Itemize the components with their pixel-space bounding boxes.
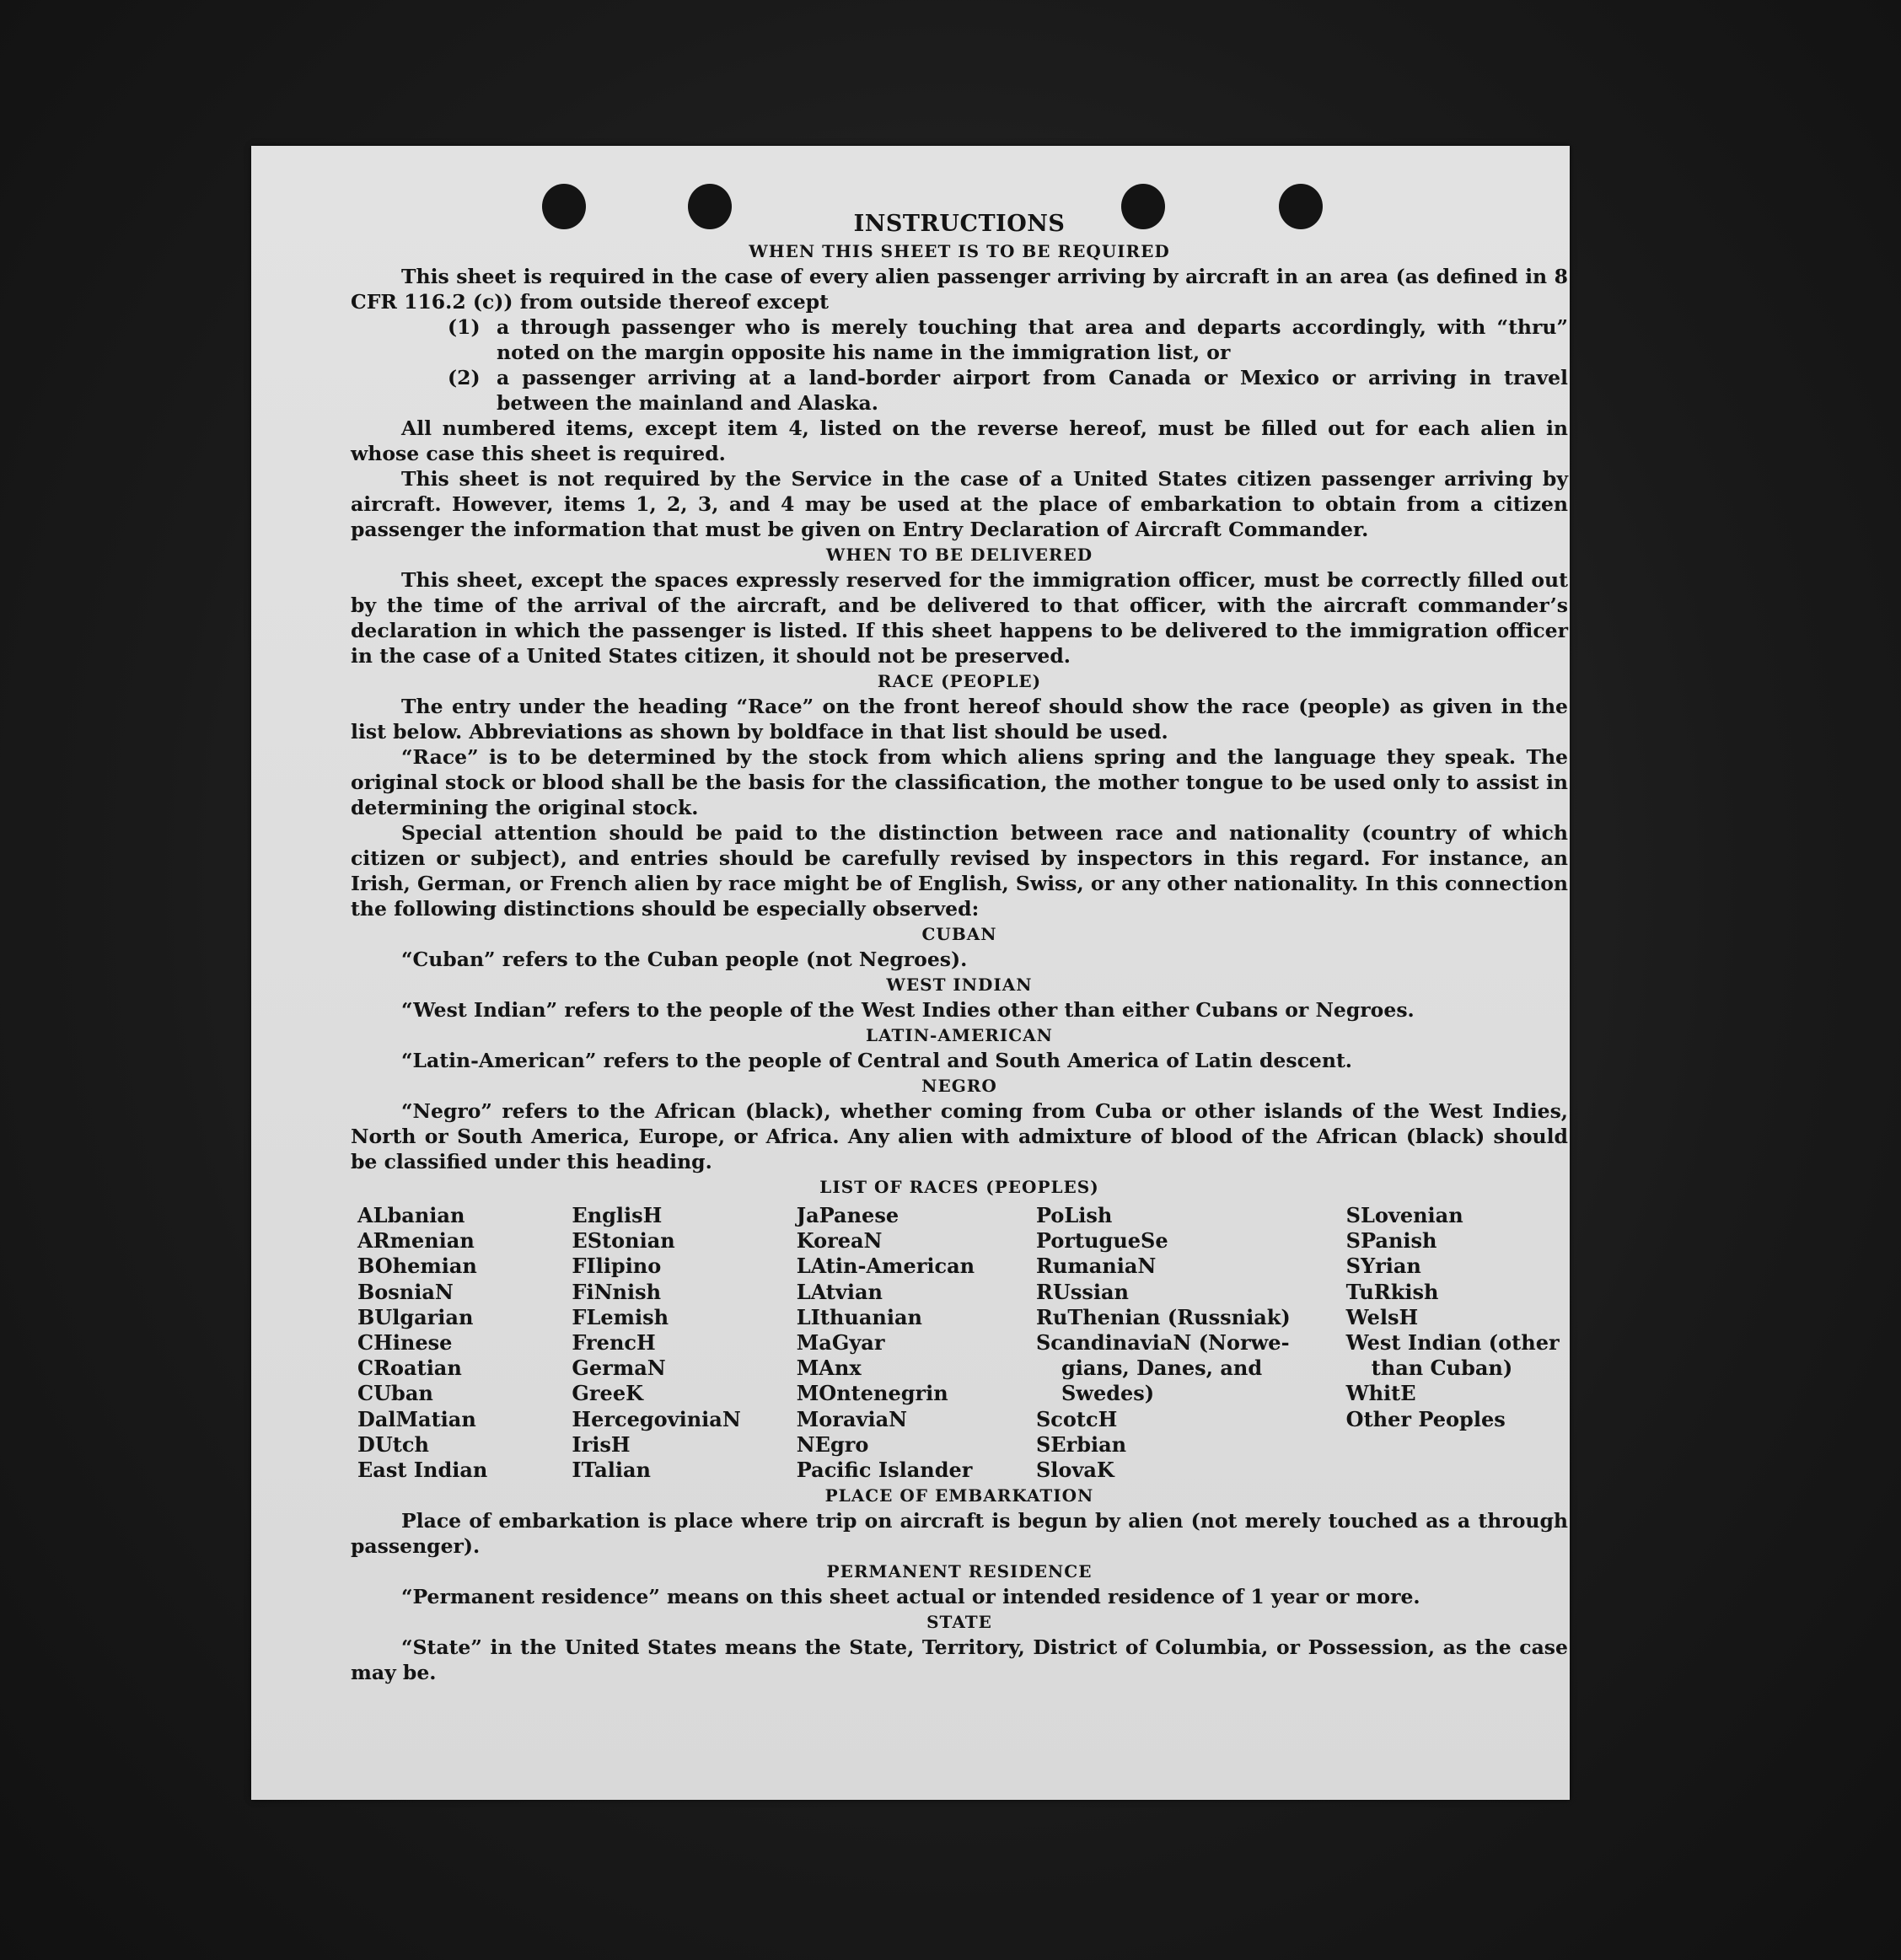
section-heading: LATIN-AMERICAN: [866, 1025, 1053, 1045]
race-entry: GreeK: [572, 1381, 643, 1406]
paragraph: This sheet is not required by the Service in the case of a United States citizen passenger arriving by aircraft. However, items 1, 2, 3, and 4 may be used at the place of embarkation to obtain from a citizen passenger the information that must be given on Entry Declaration of Aircraft Commander.: [351, 467, 1568, 541]
section-heading: STATE: [926, 1612, 992, 1633]
race-entry: BOhemian: [357, 1254, 477, 1279]
race-entry: Other Peoples: [1345, 1406, 1506, 1431]
race-entry: KoreaN: [796, 1228, 883, 1254]
race-entry: RUssian: [1035, 1279, 1129, 1304]
paragraph: All numbered items, except item 4, listed on the reverse hereof, must be filled out for each alien in whose case this sheet is required.: [351, 416, 1568, 465]
race-entry: FiNnish: [572, 1279, 662, 1304]
paragraph: “Latin-American” refers to the people of Central and South America of Latin descent.: [401, 1049, 1352, 1072]
race-entry: WelsH: [1345, 1304, 1419, 1329]
race-entry: NEgro: [796, 1431, 869, 1457]
race-entry: West Indian (other: [1345, 1330, 1560, 1356]
paragraph: “Negro” refers to the African (black), whether coming from Cuba or other islands of the West Indies, North or South America, Europe, or Africa. Any alien with admixture of blood of the African (black) should be classified under this heading.: [351, 1099, 1568, 1173]
section-heading: WHEN TO BE DELIVERED: [825, 545, 1093, 565]
race-entry: IrisH: [572, 1431, 631, 1457]
races-column-4: [1036, 1203, 1346, 1483]
race-entry: SPanish: [1345, 1228, 1437, 1254]
race-entry: PoLish: [1035, 1203, 1113, 1227]
race-entry: SYrian: [1345, 1254, 1421, 1279]
race-entry: LIthuanian: [796, 1304, 922, 1329]
race-entry: ARmenian: [357, 1228, 475, 1254]
race-entry: DUtch: [357, 1431, 429, 1457]
race-entry: SLovenian: [1345, 1203, 1463, 1227]
item-text: a passenger arriving at a land-border airport from Canada or Mexico or arriving in travel between the mainland and Alaska.: [497, 366, 1568, 415]
race-entry: ITalian: [572, 1458, 651, 1483]
instruction-sheet: [251, 146, 1570, 1800]
section-heading: CUBAN: [921, 924, 997, 944]
race-entry: MAnx: [796, 1356, 862, 1381]
race-entry: TuRkish: [1345, 1279, 1439, 1304]
race-entry: JaPanese: [796, 1203, 899, 1227]
section-heading: WEST INDIAN: [886, 975, 1033, 995]
race-entry: MOntenegrin: [796, 1381, 948, 1406]
races-column-5: [1346, 1203, 1568, 1483]
race-entry: LAtin-American: [796, 1254, 975, 1279]
section-heading: RACE (PEOPLE): [877, 671, 1042, 691]
race-entry: BUlgarian: [357, 1304, 474, 1329]
race-entry: FrencH: [572, 1330, 656, 1356]
race-entry: SErbian: [1035, 1431, 1127, 1457]
race-entry: LAtvian: [796, 1279, 883, 1304]
race-entry: MaGyar: [796, 1330, 885, 1356]
paragraph: Special attention should be paid to the distinction between race and nationality (country of which citizen or subject), and entries should be carefully revised by inspectors in this regard. For instance, an Irish, German, or French alien by race might be of English, Swiss, or any other nationality. In this connection the following distinctions should be especially observed:: [351, 821, 1568, 921]
paragraph: “Permanent residence” means on this sheet actual or intended residence of 1 year or more.: [401, 1585, 1420, 1609]
paragraph: “West Indian” refers to the people of the West Indies other than either Cubans or Negroes.: [401, 998, 1415, 1022]
race-entry: RumaniaN: [1035, 1254, 1157, 1279]
race-entry: gians, Danes, and: [1061, 1356, 1263, 1381]
section-heading: PLACE OF EMBARKATION: [824, 1485, 1094, 1506]
item-number: (2): [448, 366, 481, 389]
race-entry: CRoatian: [357, 1356, 462, 1381]
race-entry: ScotcH: [1035, 1406, 1118, 1431]
race-entry: FLemish: [572, 1304, 669, 1329]
race-entry: ALbanian: [357, 1203, 465, 1227]
sheet-content: [351, 210, 1568, 1685]
race-entry: DalMatian: [357, 1406, 476, 1431]
race-entry: EnglisH: [572, 1203, 663, 1227]
race-entry: FIlipino: [572, 1254, 662, 1279]
race-entry: Pacific Islander: [796, 1458, 973, 1483]
race-entry: than Cuban): [1371, 1356, 1513, 1381]
race-entry: RuThenian (Russniak): [1035, 1304, 1291, 1329]
paragraph: This sheet is required in the case of every alien passenger arriving by aircraft in an area (as defined in 8 CFR 116.2 (c)) from outside thereof except: [351, 265, 1568, 314]
races-column-2: [572, 1203, 796, 1483]
race-entry: CUban: [357, 1381, 433, 1406]
race-entry: MoraviaN: [796, 1406, 908, 1431]
paragraph: The entry under the heading “Race” on the front hereof should show the race (people) as given in the list below. Abbreviations as shown by boldface in that list should be used.: [351, 695, 1568, 744]
item-number: (1): [448, 315, 481, 339]
section-heading: LIST OF RACES (PEOPLES): [819, 1177, 1099, 1197]
race-entry: WhitE: [1345, 1381, 1416, 1406]
paragraph: “State” in the United States means the State, Territory, District of Columbia, or Possession, as the case may be.: [351, 1635, 1568, 1685]
paragraph: This sheet, except the spaces expressly reserved for the immigration officer, must be correctly filled out by the time of the arrival of the aircraft, and be delivered to that officer, with the aircraft commander’s declaration in which the passenger is listed. If this sheet happens to be delivered to the immigration officer in the case of a United States citizen, it should not be preserved.: [351, 568, 1568, 668]
race-entry: East Indian: [357, 1458, 488, 1483]
race-entry: Swedes): [1061, 1381, 1155, 1406]
race-entry: GermaN: [572, 1356, 666, 1381]
races-column-3: [797, 1203, 1036, 1483]
race-entry: HercegoviniaN: [572, 1406, 741, 1431]
race-entry: BosniaN: [357, 1279, 454, 1304]
race-entry: EStonian: [572, 1228, 675, 1254]
section-heading: NEGRO: [921, 1076, 997, 1096]
paragraph: “Cuban” refers to the Cuban people (not Negroes).: [401, 948, 968, 971]
list-item: [351, 365, 1568, 416]
race-entry: ScandinaviaN (Norwe-: [1035, 1330, 1290, 1356]
page-title: INSTRUCTIONS: [853, 211, 1066, 237]
races-list: [351, 1203, 1568, 1483]
races-column-1: [357, 1203, 572, 1483]
race-entry: CHinese: [357, 1330, 453, 1356]
race-entry: SlovaK: [1035, 1458, 1114, 1483]
race-entry: PortugueSe: [1035, 1228, 1168, 1254]
item-text: a through passenger who is merely touching that area and departs accordingly, with “thru” noted on the margin opposite his name in the immigration list, or: [497, 315, 1568, 364]
list-item: [351, 314, 1568, 365]
section-heading: WHEN THIS SHEET IS TO BE REQUIRED: [749, 241, 1170, 261]
paragraph: Place of embarkation is place where trip on aircraft is begun by alien (not merely touched as a through passenger).: [351, 1509, 1568, 1559]
paragraph: “Race” is to be determined by the stock from which aliens spring and the language they speak. The original stock or blood shall be the basis for the classification, the mother tongue to be used only to assist in determining the original stock.: [351, 745, 1568, 819]
section-heading: PERMANENT RESIDENCE: [826, 1561, 1093, 1582]
